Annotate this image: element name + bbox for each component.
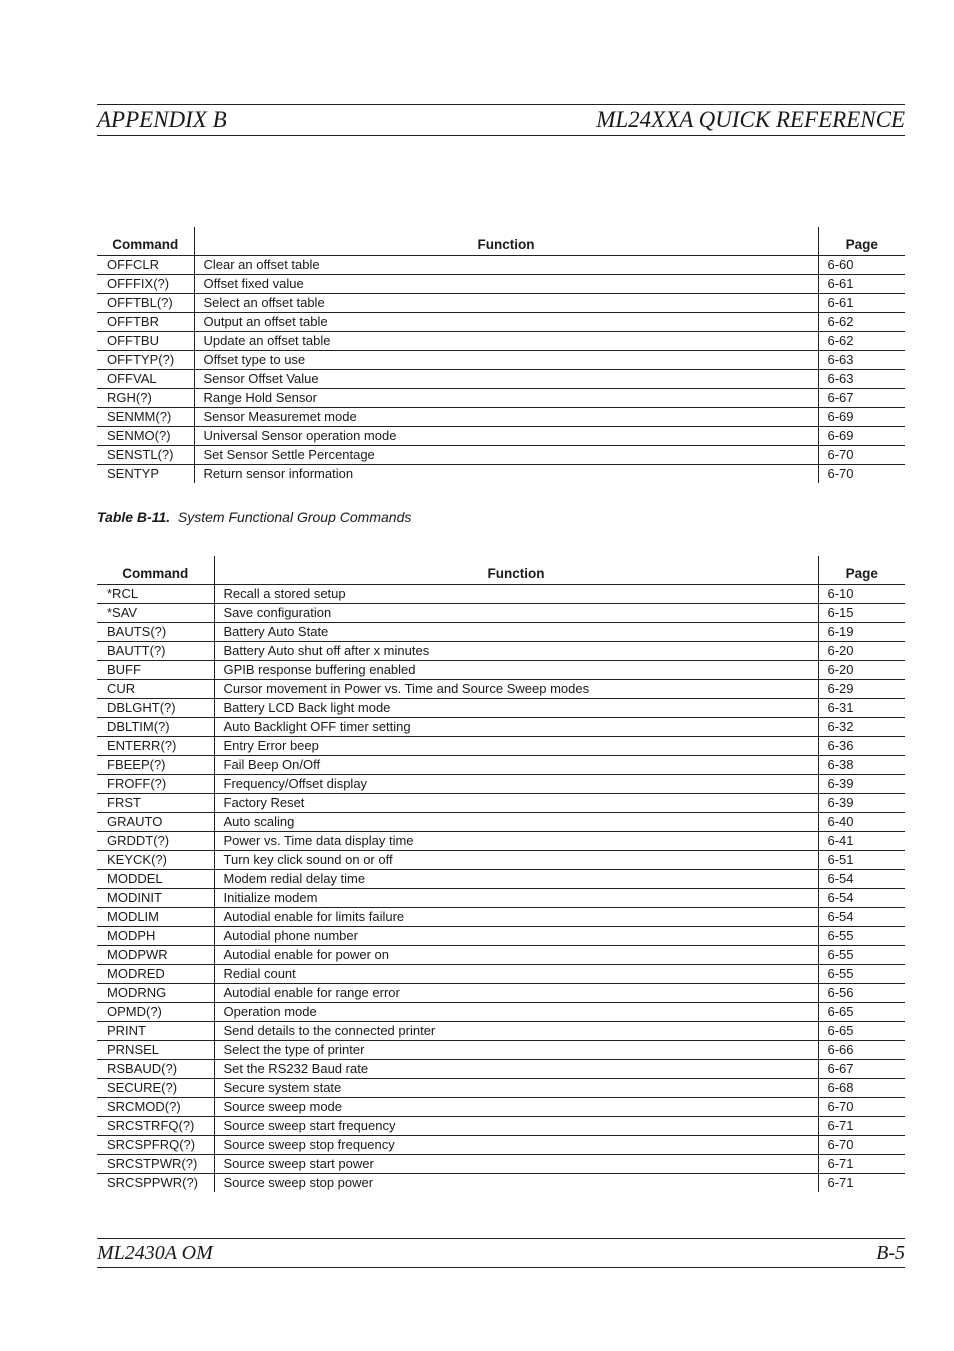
- table-row: [97, 389, 905, 408]
- page-cell: 6-62: [818, 313, 905, 332]
- page-cell: 6-19: [818, 623, 905, 642]
- table-row: [97, 313, 905, 332]
- function-cell: Source sweep stop power: [214, 1174, 818, 1193]
- table-row: [97, 813, 905, 832]
- function-cell: Universal Sensor operation mode: [194, 427, 818, 446]
- table-row: [97, 642, 905, 661]
- command-cell: MODRED: [97, 965, 214, 984]
- function-cell: Set Sensor Settle Percentage: [194, 446, 818, 465]
- table-row: [97, 1079, 905, 1098]
- table-row: [97, 1003, 905, 1022]
- page-cell: 6-70: [818, 1136, 905, 1155]
- page-footer: [97, 1238, 905, 1268]
- table-row: [97, 927, 905, 946]
- command-cell: SENMO(?): [97, 427, 194, 446]
- command-cell: CUR: [97, 680, 214, 699]
- command-cell: OFFCLR: [97, 256, 194, 275]
- column-header-page: Page: [818, 227, 905, 256]
- table-row: [97, 832, 905, 851]
- table-row: [97, 275, 905, 294]
- function-cell: Offset fixed value: [194, 275, 818, 294]
- command-cell: SRCSTPWR(?): [97, 1155, 214, 1174]
- page-cell: 6-65: [818, 1003, 905, 1022]
- function-cell: Output an offset table: [194, 313, 818, 332]
- function-cell: Source sweep stop frequency: [214, 1136, 818, 1155]
- command-table-2: [97, 556, 905, 1192]
- function-cell: Autodial phone number: [214, 927, 818, 946]
- command-cell: BUFF: [97, 661, 214, 680]
- page-cell: 6-61: [818, 294, 905, 313]
- command-cell: BAUTT(?): [97, 642, 214, 661]
- command-cell: SRCSPFRQ(?): [97, 1136, 214, 1155]
- table-row: [97, 737, 905, 756]
- table-row: [97, 984, 905, 1003]
- table-row: [97, 1060, 905, 1079]
- page-cell: 6-56: [818, 984, 905, 1003]
- header-section-title: APPENDIX B: [97, 107, 227, 132]
- table-row: [97, 427, 905, 446]
- footer-document-name: ML2430A OM: [97, 1242, 213, 1264]
- function-cell: Autodial enable for power on: [214, 946, 818, 965]
- table-row: [97, 604, 905, 623]
- table-body: [97, 256, 905, 484]
- page-cell: 6-39: [818, 775, 905, 794]
- command-cell: FRST: [97, 794, 214, 813]
- function-cell: Power vs. Time data display time: [214, 832, 818, 851]
- page-cell: 6-67: [818, 1060, 905, 1079]
- command-cell: MODPH: [97, 927, 214, 946]
- function-cell: Clear an offset table: [194, 256, 818, 275]
- function-cell: Battery Auto State: [214, 623, 818, 642]
- function-cell: Auto Backlight OFF timer setting: [214, 718, 818, 737]
- function-cell: Fail Beep On/Off: [214, 756, 818, 775]
- table-row: [97, 661, 905, 680]
- table-row: [97, 946, 905, 965]
- function-cell: Factory Reset: [214, 794, 818, 813]
- page-cell: 6-39: [818, 794, 905, 813]
- page-cell: 6-20: [818, 642, 905, 661]
- page-cell: 6-63: [818, 351, 905, 370]
- caption-text: System Functional Group Commands: [177, 509, 412, 525]
- function-cell: Entry Error beep: [214, 737, 818, 756]
- column-header-page: Page: [818, 556, 905, 585]
- column-header-function: Function: [214, 556, 818, 585]
- page-cell: 6-32: [818, 718, 905, 737]
- command-cell: RSBAUD(?): [97, 1060, 214, 1079]
- command-cell: OFFTBR: [97, 313, 194, 332]
- table-row: [97, 1117, 905, 1136]
- function-cell: GPIB response buffering enabled: [214, 661, 818, 680]
- table-row: [97, 1155, 905, 1174]
- page-cell: 6-10: [818, 585, 905, 604]
- command-cell: OFFVAL: [97, 370, 194, 389]
- column-header-command: Command: [97, 227, 194, 256]
- table-row: [97, 718, 905, 737]
- command-cell: OFFTBU: [97, 332, 194, 351]
- table-row: [97, 446, 905, 465]
- page-cell: 6-55: [818, 927, 905, 946]
- function-cell: Select the type of printer: [214, 1041, 818, 1060]
- table-row: [97, 1041, 905, 1060]
- function-cell: Cursor movement in Power vs. Time and Source Sweep modes: [214, 680, 818, 699]
- command-cell: ENTERR(?): [97, 737, 214, 756]
- command-cell: FROFF(?): [97, 775, 214, 794]
- table-row: [97, 370, 905, 389]
- command-table-1: [97, 227, 905, 483]
- function-cell: Source sweep start power: [214, 1155, 818, 1174]
- command-cell: SECURE(?): [97, 1079, 214, 1098]
- command-cell: MODPWR: [97, 946, 214, 965]
- command-cell: RGH(?): [97, 389, 194, 408]
- function-cell: Battery LCD Back light mode: [214, 699, 818, 718]
- command-cell: OFFTBL(?): [97, 294, 194, 313]
- command-cell: SRCSTRFQ(?): [97, 1117, 214, 1136]
- function-cell: Recall a stored setup: [214, 585, 818, 604]
- page-cell: 6-71: [818, 1174, 905, 1193]
- table-row: [97, 680, 905, 699]
- page-cell: 6-36: [818, 737, 905, 756]
- command-cell: OFFTYP(?): [97, 351, 194, 370]
- command-cell: *RCL: [97, 585, 214, 604]
- command-cell: SENSTL(?): [97, 446, 194, 465]
- page-cell: 6-38: [818, 756, 905, 775]
- command-cell: SRCSPPWR(?): [107, 1175, 199, 1190]
- function-cell: Turn key click sound on or off: [214, 851, 818, 870]
- function-cell: Update an offset table: [194, 332, 818, 351]
- table-row: [97, 585, 905, 604]
- page-cell: 6-29: [818, 680, 905, 699]
- table-header-row: [97, 556, 905, 585]
- function-cell: Autodial enable for range error: [214, 984, 818, 1003]
- header-document-title: ML24XXA QUICK REFERENCE: [596, 107, 905, 132]
- page-cell: 6-65: [818, 1022, 905, 1041]
- command-cell: MODDEL: [97, 870, 214, 889]
- column-header-command: Command: [97, 556, 214, 585]
- function-cell: Secure system state: [214, 1079, 818, 1098]
- table-body: [97, 585, 905, 1193]
- page-cell: 6-51: [818, 851, 905, 870]
- command-cell: GRAUTO: [97, 813, 214, 832]
- page-cell: 6-40: [818, 813, 905, 832]
- command-cell: SENTYP: [107, 466, 160, 481]
- page-cell: 6-68: [818, 1079, 905, 1098]
- page-cell: 6-69: [818, 408, 905, 427]
- function-cell: Select an offset table: [194, 294, 818, 313]
- command-cell: DBLTIM(?): [97, 718, 214, 737]
- function-cell: Sensor Offset Value: [194, 370, 818, 389]
- page-cell: 6-60: [818, 256, 905, 275]
- page-cell: 6-54: [818, 870, 905, 889]
- table-row: [97, 351, 905, 370]
- function-cell: Redial count: [214, 965, 818, 984]
- page-cell: 6-15: [818, 604, 905, 623]
- page-cell: 6-70: [818, 465, 905, 484]
- page-cell: 6-71: [818, 1155, 905, 1174]
- function-cell: Source sweep mode: [214, 1098, 818, 1117]
- table-row: [97, 1022, 905, 1041]
- table-row: [97, 1098, 905, 1117]
- function-cell: Range Hold Sensor: [194, 389, 818, 408]
- command-cell: KEYCK(?): [97, 851, 214, 870]
- command-cell: GRDDT(?): [97, 832, 214, 851]
- table-row: [97, 794, 905, 813]
- page-cell: 6-61: [818, 275, 905, 294]
- command-cell: MODLIM: [97, 908, 214, 927]
- page-cell: 6-69: [818, 427, 905, 446]
- page-cell: 6-71: [818, 1117, 905, 1136]
- page-cell: 6-54: [818, 908, 905, 927]
- function-cell: Save configuration: [214, 604, 818, 623]
- function-cell: Modem redial delay time: [214, 870, 818, 889]
- command-cell: OPMD(?): [97, 1003, 214, 1022]
- page-cell: 6-62: [818, 332, 905, 351]
- command-cell: BAUTS(?): [97, 623, 214, 642]
- page-cell: 6-67: [818, 389, 905, 408]
- command-cell: OFFFIX(?): [97, 275, 194, 294]
- table-row: [97, 965, 905, 984]
- function-cell: Operation mode: [214, 1003, 818, 1022]
- table-row: [97, 332, 905, 351]
- command-cell: FBEEP(?): [97, 756, 214, 775]
- command-cell: PRNSEL: [97, 1041, 214, 1060]
- page-cell: 6-20: [818, 661, 905, 680]
- table-row: [97, 1136, 905, 1155]
- table-row: [97, 699, 905, 718]
- function-cell: Initialize modem: [214, 889, 818, 908]
- command-cell: *SAV: [97, 604, 214, 623]
- command-cell: MODINIT: [97, 889, 214, 908]
- page-cell: 6-54: [818, 889, 905, 908]
- function-cell: Source sweep start frequency: [214, 1117, 818, 1136]
- function-cell: Auto scaling: [214, 813, 818, 832]
- table-row: [97, 465, 905, 484]
- column-header-function: Function: [194, 227, 818, 256]
- command-cell: MODRNG: [97, 984, 214, 1003]
- table-row: [97, 1174, 905, 1193]
- page-cell: 6-31: [818, 699, 905, 718]
- function-cell: Offset type to use: [194, 351, 818, 370]
- table-caption: [97, 509, 411, 525]
- caption-number: Table B-11.: [97, 509, 171, 525]
- table-row: [97, 408, 905, 427]
- table-row: [97, 256, 905, 275]
- function-cell: Return sensor information: [194, 465, 818, 484]
- page-cell: 6-70: [818, 446, 905, 465]
- command-cell: DBLGHT(?): [97, 699, 214, 718]
- function-cell: Send details to the connected printer: [214, 1022, 818, 1041]
- function-cell: Battery Auto shut off after x minutes: [214, 642, 818, 661]
- function-cell: Sensor Measuremet mode: [194, 408, 818, 427]
- page-cell: 6-70: [818, 1098, 905, 1117]
- table-row: [97, 889, 905, 908]
- table-row: [97, 756, 905, 775]
- command-cell: SRCMOD(?): [97, 1098, 214, 1117]
- page-cell: 6-41: [818, 832, 905, 851]
- function-cell: Frequency/Offset display: [214, 775, 818, 794]
- page-cell: 6-55: [818, 946, 905, 965]
- command-cell: SENMM(?): [97, 408, 194, 427]
- table-row: [97, 623, 905, 642]
- table-header-row: [97, 227, 905, 256]
- table-row: [97, 851, 905, 870]
- table-row: [97, 294, 905, 313]
- table-row: [97, 775, 905, 794]
- table-row: [97, 870, 905, 889]
- page-cell: 6-63: [818, 370, 905, 389]
- page-cell: 6-55: [818, 965, 905, 984]
- page-cell: 6-66: [818, 1041, 905, 1060]
- command-cell: PRINT: [97, 1022, 214, 1041]
- function-cell: Set the RS232 Baud rate: [214, 1060, 818, 1079]
- footer-page-number: B-5: [876, 1242, 905, 1264]
- page-header: [97, 104, 905, 136]
- function-cell: Autodial enable for limits failure: [214, 908, 818, 927]
- table-row: [97, 908, 905, 927]
